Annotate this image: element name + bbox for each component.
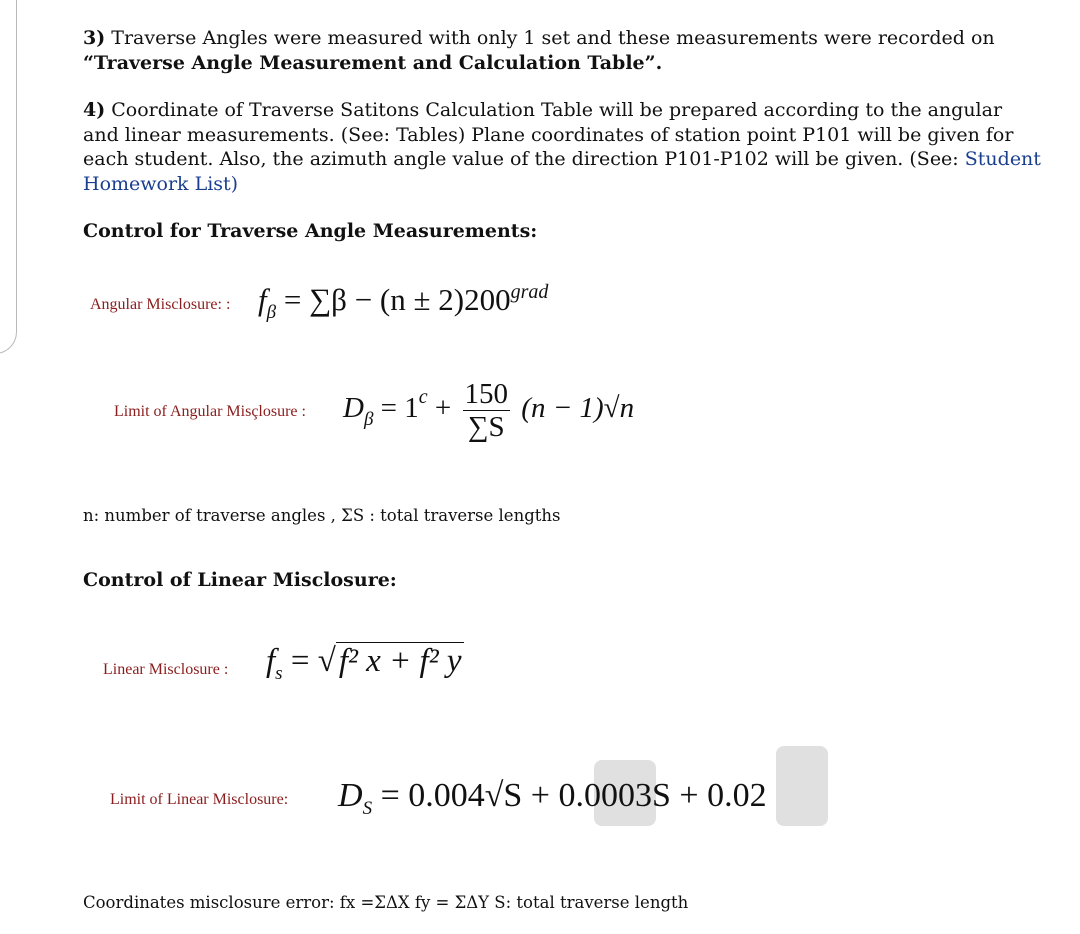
- angular-misclosure-rhs: = ∑β − (n ± 2)200: [283, 282, 511, 317]
- angular-limit-base: = 1: [380, 392, 419, 425]
- fraction-numerator: 150: [464, 378, 509, 410]
- linear-limit-formula: [338, 777, 767, 820]
- plus-sign: +: [434, 392, 452, 425]
- linear-limit-rhs: = 0.004√S + 0.0003S + 0.02: [380, 777, 767, 814]
- db-subscript: β: [363, 409, 374, 431]
- grad-unit: grad: [510, 281, 549, 303]
- paragraph-item-4: [83, 98, 1043, 196]
- centesimal-sup: c: [418, 386, 428, 409]
- item-4-text: Coordinate of Traverse Satitons Calculation Table will be prepared according to the angular and linear measurements. (See: Tables) Plane coordinates of station point P101 will be given for each student. Also, the azimuth angle value of the direction P101-P102 will be given. (See:: [83, 99, 1014, 170]
- angular-misclosure-label: Angular Misclosure: :: [90, 296, 231, 313]
- item-4-number: 4): [83, 99, 106, 121]
- item-3-number: 3): [83, 27, 106, 49]
- linear-misclosure-label: Linear Misclosure :: [103, 661, 229, 678]
- page-border: [0, 0, 17, 354]
- item-3-text: Traverse Angles were measured with only 1 set and these measurements were recorded on: [111, 27, 995, 49]
- fb-subscript: β: [266, 302, 277, 323]
- student-homework-list-link[interactable]: Student Homework List): [83, 148, 1041, 195]
- fs-subscript: s: [275, 663, 283, 684]
- heading-angle-control: Control for Traverse Angle Measurements:: [83, 220, 538, 242]
- sqrt-radicand: f² x + f² y: [336, 642, 464, 679]
- angular-misclosure-formula: [258, 281, 548, 324]
- sqrt-expression: √f² x + f² y: [317, 643, 462, 679]
- item-3-bold-title: “Traverse Angle Measurement and Calculation Table”.: [83, 51, 663, 74]
- fb-symbol: f: [258, 282, 267, 317]
- linear-eq: =: [290, 643, 310, 679]
- ds-symbol: D: [338, 777, 363, 814]
- scan-artifact: [776, 746, 828, 826]
- angular-limit-tail: (n − 1)√n: [521, 392, 635, 425]
- coordinate-error-note: Coordinates misclosure error: fx =ΣΔX fy = ΣΔY S: total traverse length: [83, 893, 689, 912]
- db-symbol: D: [343, 392, 364, 425]
- linear-misclosure-formula: [266, 642, 464, 685]
- n-definition-note: n: number of traverse angles , ΣS : total traverse lengths: [83, 506, 561, 525]
- angular-limit-label: Limit of Angular Misçlosure :: [114, 403, 306, 420]
- fraction-denominator: ∑S: [467, 411, 505, 443]
- fraction: [463, 378, 511, 443]
- heading-linear-control: Control of Linear Misclosure:: [83, 569, 397, 591]
- paragraph-item-3: [83, 26, 1043, 75]
- linear-limit-label: Limit of Linear Misclosure:: [110, 791, 289, 808]
- fs-symbol: f: [266, 643, 276, 679]
- ds-subscript: S: [362, 798, 373, 819]
- angular-limit-formula: [343, 378, 634, 443]
